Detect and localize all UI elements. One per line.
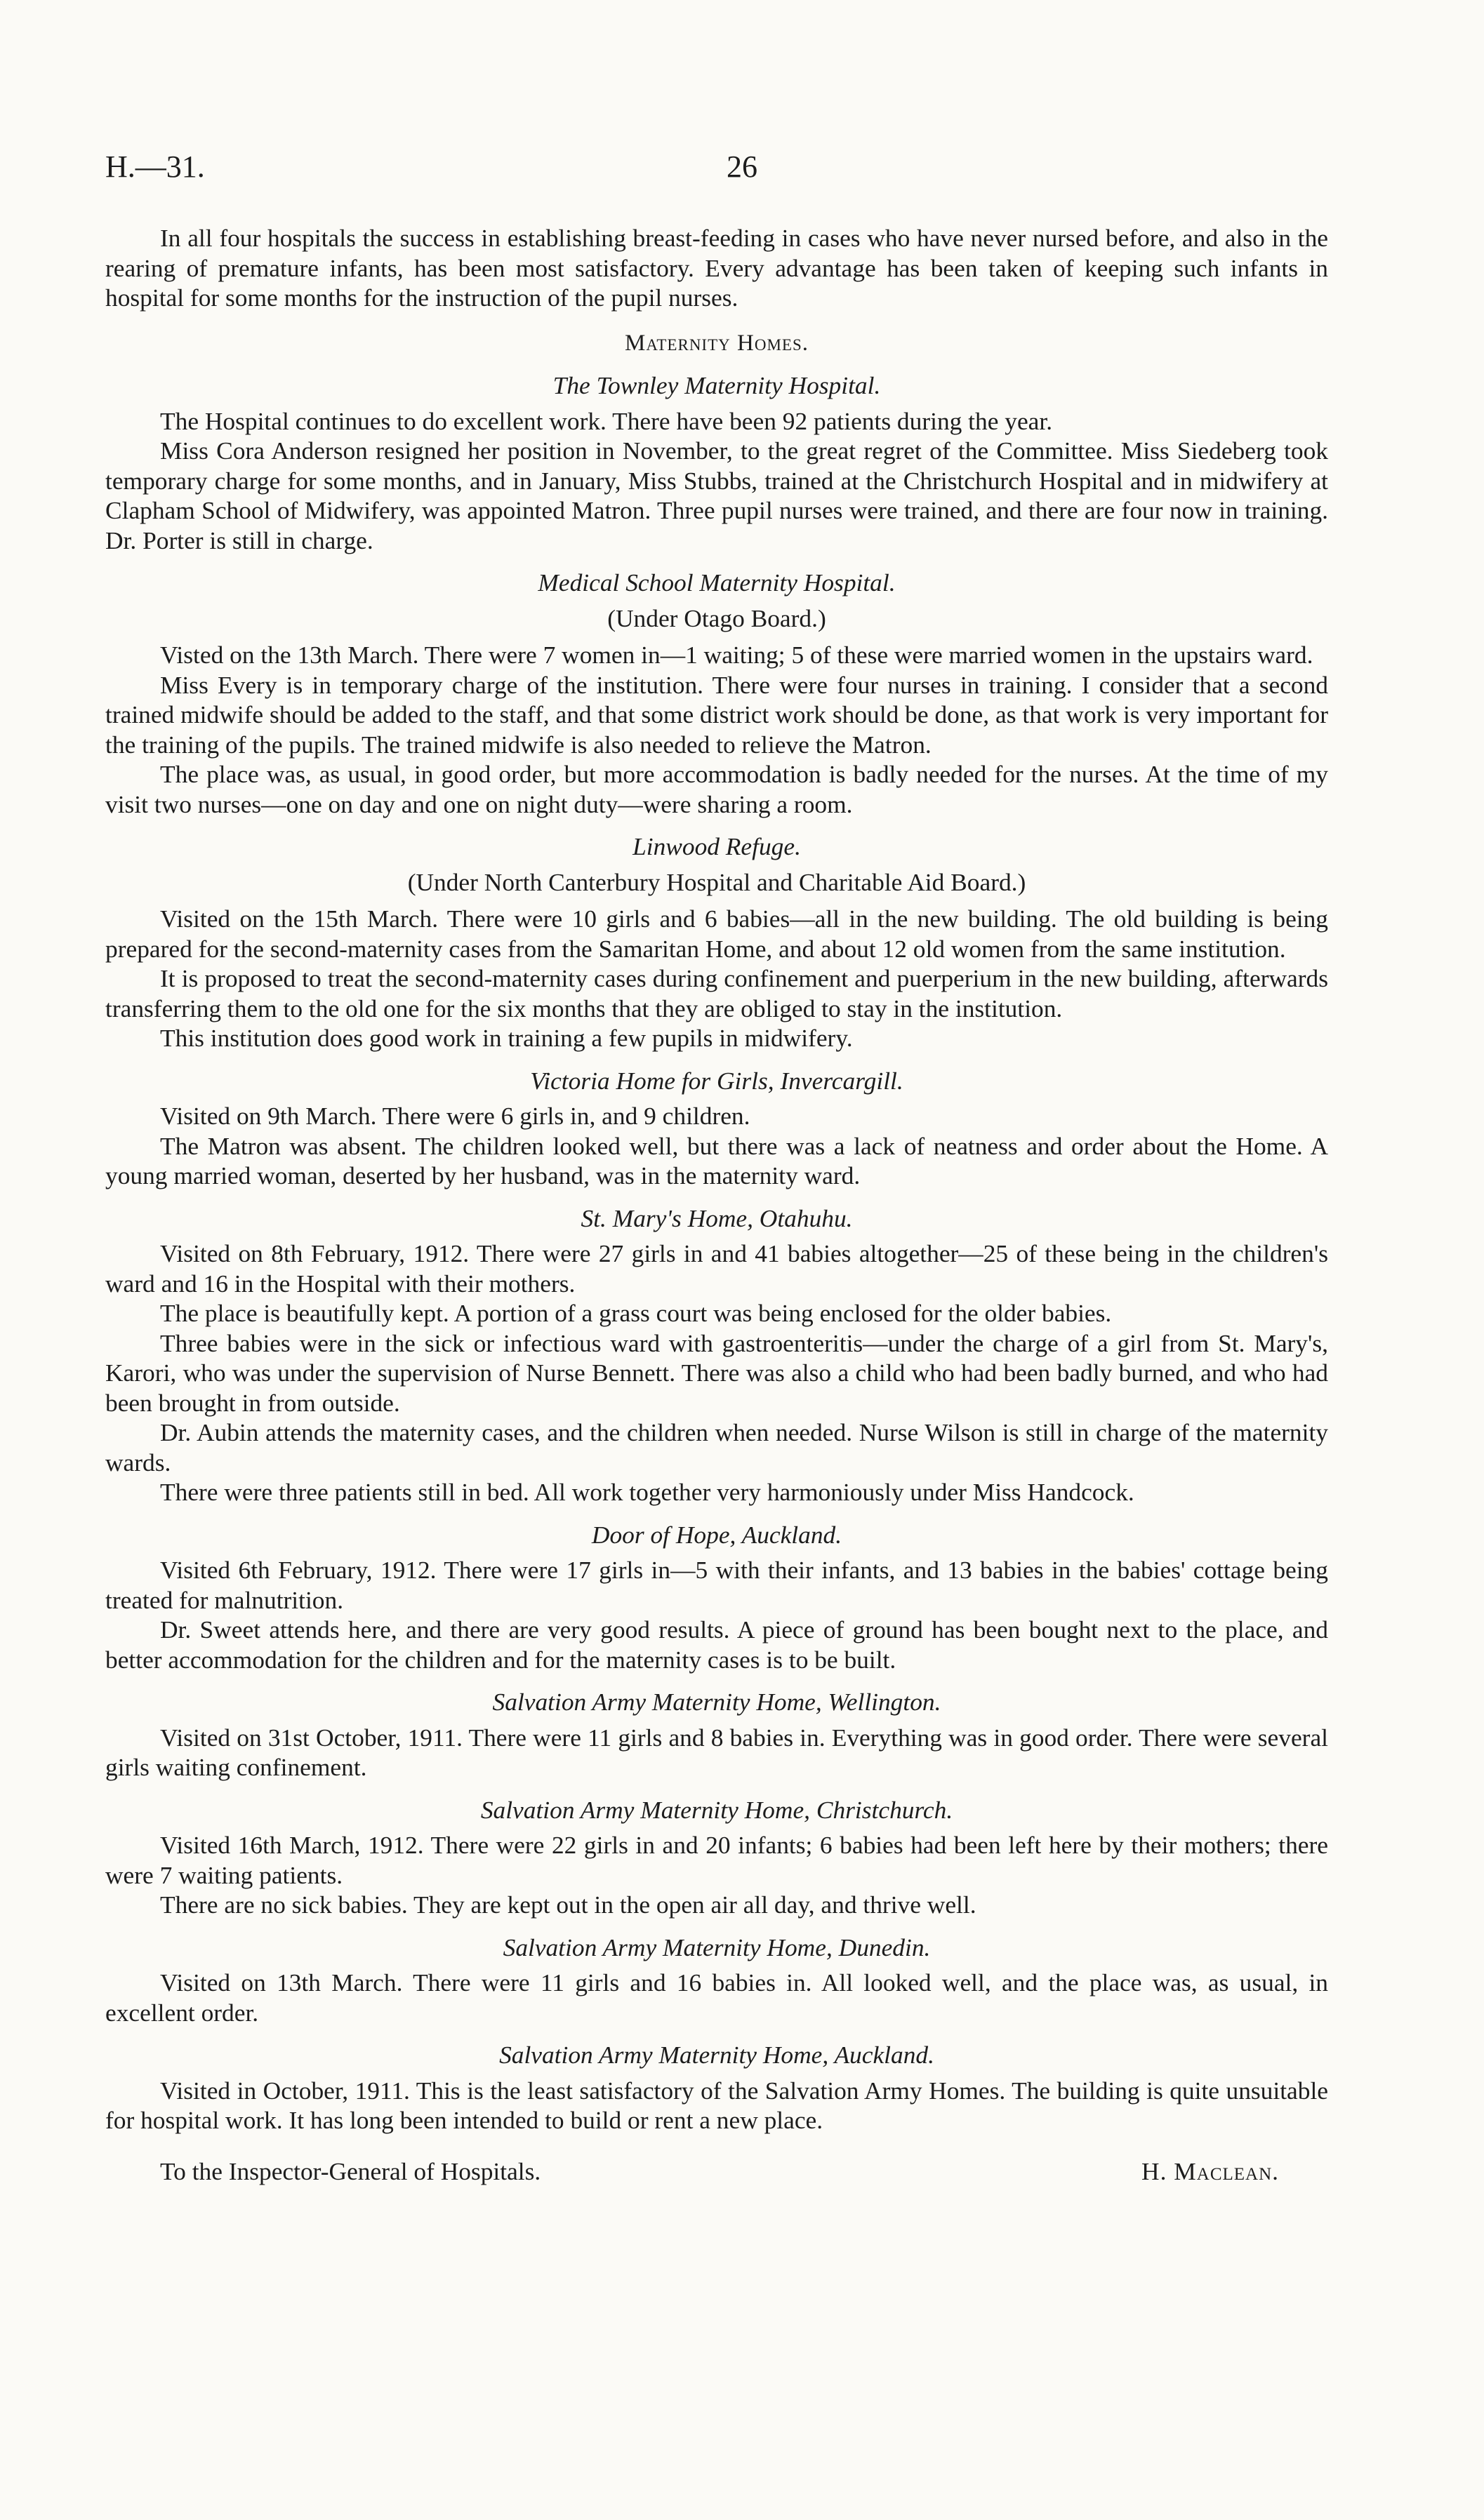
entries-container xyxy=(105,371,1328,2135)
entry-paragraph: This institution does good work in training a few pupils in midwifery. xyxy=(160,1024,853,1052)
entry-paragraph: Visited on 13th March. There were 11 girls and 16 babies in. All looked well, and the place was, as usual, in excellent order. xyxy=(105,1968,1328,2027)
running-head: H.—31. xyxy=(105,149,205,184)
entry-title: Salvation Army Maternity Home, Auckland. xyxy=(499,2041,934,2069)
entry-paragraph: The place was, as usual, in good order, but more accommodation is badly needed for the nurses. At the time of my visit two nurses—one on day and one on night duty—were sharing a room. xyxy=(105,760,1328,818)
entry-subtitle: (Under North Canterbury Hospital and Charitable Aid Board.) xyxy=(407,867,1026,896)
entry-paragraph: Dr. Aubin attends the maternity cases, and the children when needed. Nurse Wilson is still in charge of the maternity wards. xyxy=(105,1418,1328,1476)
entry-paragraph: Visited on 9th March. There were 6 girls in, and 9 children. xyxy=(160,1102,750,1130)
signoff xyxy=(105,2156,1328,2187)
entry-paragraph: Visited 6th February, 1912. There were 17 girls in—5 with their infants, and 13 babies in the babies' cottage being treated for malnutrition. xyxy=(105,1556,1328,1614)
addressee: To the Inspector-General of Hospitals. xyxy=(160,2156,541,2185)
page-number: 26 xyxy=(727,149,757,184)
entry-paragraph: Visited in October, 1911. This is the least satisfactory of the Salvation Army Homes. The building is quite unsuitable for hospital work. It has long been intended to build or rent a new place. xyxy=(105,2076,1328,2134)
entry-paragraph: The Hospital continues to do excellent work. There have been 92 patients during the year. xyxy=(160,406,1053,435)
entry-paragraph: Visted on the 13th March. There were 7 women in—1 waiting; 5 of these were married women in the upstairs ward. xyxy=(160,641,1313,669)
entry-paragraph: Miss Every is in temporary charge of the institution. There were four nurses in training. I consider that a second trained midwife should be added to the staff, and that some district work should be done, as that work is very important for the training of the pupils. The trained midwife is also needed to relieve the Matron. xyxy=(105,670,1328,759)
entry-paragraph: Visited on 31st October, 1911. There were 11 girls and 8 babies in. Everything was in good order. There were several girls waiting confinement. xyxy=(105,1723,1328,1781)
entry-paragraph: Visited on the 15th March. There were 10 girls and 6 babies—all in the new building. The old building is being prepared for the second-maternity cases from the Samaritan Home, and about 12 old women from the same institution. xyxy=(105,905,1328,963)
entry-title: The Townley Maternity Hospital. xyxy=(552,371,881,399)
report-body xyxy=(105,223,1328,2186)
entry-paragraph: The place is beautifully kept. A portion of a grass court was being enclosed for the older babies. xyxy=(160,1299,1112,1327)
entry-title: Salvation Army Maternity Home, Dunedin. xyxy=(503,1933,931,1961)
entry-paragraph: The Matron was absent. The children looked well, but there was a lack of neatness and order about the Home. A young married woman, deserted by her husband, was in the maternity ward. xyxy=(105,1131,1328,1189)
entry-paragraph: Dr. Sweet attends here, and there are very good results. A piece of ground has been bought next to the place, and better accommodation for the children and for the maternity cases is to be built. xyxy=(105,1615,1328,1674)
signature: H. Maclean. xyxy=(1141,2156,1279,2185)
entry-paragraph: Visited 16th March, 1912. There were 22 girls in and 20 infants; 6 babies had been left here by their mothers; there were 7 waiting patients. xyxy=(105,1831,1328,1889)
entry-title: Victoria Home for Girls, Invercargill. xyxy=(530,1066,903,1095)
entry-paragraph: Three babies were in the sick or infectious ward with gastroenteritis—under the charge of a girl from St. Mary's, Karori, who was under the supervision of Nurse Bennett. There was also a child who had been badly burned, and who had been brought in from outside. xyxy=(105,1328,1328,1417)
entry-paragraph: Miss Cora Anderson resigned her position in November, to the great regret of the Committee. Miss Siedeberg took temporary charge for some months, and in January, Miss Stubbs, trained at the Christchurch Hospital and in midwifery at Clapham School of Midwifery, was appointed Matron. Three pupil nurses were trained, and there are four now in training. Dr. Porter is still in charge. xyxy=(105,436,1328,554)
entry-title: Salvation Army Maternity Home, Christchurch. xyxy=(480,1795,953,1824)
entry-paragraph: There are no sick babies. They are kept out in the open air all day, and thrive well. xyxy=(160,1891,976,1919)
entry-title: Salvation Army Maternity Home, Wellington. xyxy=(492,1688,941,1716)
entry-subtitle: (Under Otago Board.) xyxy=(607,604,826,632)
entry-title: St. Mary's Home, Otahuhu. xyxy=(581,1204,853,1232)
intro-paragraph: In all four hospitals the success in establishing breast-feeding in cases who have never nursed before, and also in the rearing of premature infants, has been most satisfactory. Every advantage has been taken of keeping such infants in hospital for some months for the instruction of the pupil nurses. xyxy=(105,224,1328,312)
entry-title: Door of Hope, Auckland. xyxy=(591,1520,842,1549)
entry-title: Medical School Maternity Hospital. xyxy=(538,568,896,596)
entry-paragraph: Visited on 8th February, 1912. There were 27 girls in and 41 babies altogether—25 of these being in the children's ward and 16 in the Hospital with their mothers. xyxy=(105,1239,1328,1298)
entry-title: Linwood Refuge. xyxy=(632,832,801,860)
entry-paragraph: It is proposed to treat the second-maternity cases during confinement and puerperium in the new building, afterwards transferring them to the old one for the six months that they are obliged to stay in the institution. xyxy=(105,964,1328,1022)
entry-paragraph: There were three patients still in bed. All work together very harmoniously under Miss Handcock. xyxy=(160,1478,1134,1506)
section-title: Maternity Homes. xyxy=(624,330,809,356)
